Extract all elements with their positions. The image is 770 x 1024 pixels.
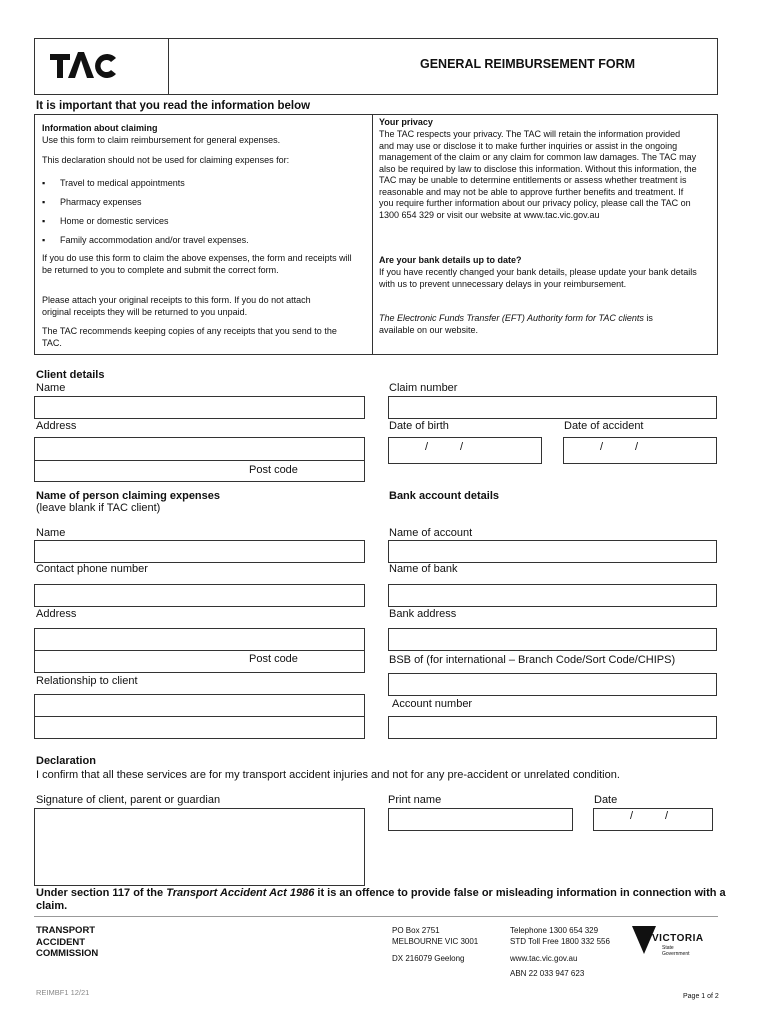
offence-warning (36, 887, 736, 913)
org-line1: TRANSPORT (36, 925, 96, 936)
dob-sep-2: / (460, 441, 464, 453)
signature-box[interactable] (34, 808, 365, 886)
claimant-name-label: Name (36, 527, 66, 539)
bullet-text: Family accommodation and/or travel expenses. (60, 235, 249, 245)
org-name (36, 925, 98, 960)
list-item: ▪ Home or domestic services (42, 216, 169, 226)
list-item: ▪ Travel to medical appointments (42, 178, 185, 188)
claiming-line2: This declaration should not be used for claiming expenses for: (42, 155, 290, 165)
bsb-input[interactable] (388, 673, 717, 696)
declaration-date-input[interactable] (593, 808, 713, 831)
privacy-text: The TAC respects your privacy. The TAC will retain the information provided and may use or disclose it to make further inquiries or assist in the ongoing management of the claim or any claim for common law damages. The TAC may also be required by law to disclose this information. Without this information, the TAC may be unable to determine entitlements or assess whether treatment is reasonable and may not be able to approve further benefits and treatment. If you require further information about our privacy policy, please call the TAC on 1300 654 329 or visit our website at www.tac.vic.gov.au (379, 129, 697, 220)
claimant-postcode-label: Post code (249, 653, 298, 665)
website-link[interactable]: www.tac.vic.gov.au (510, 954, 578, 963)
telephone: Telephone 1300 654 329 (510, 926, 599, 935)
contact-info (510, 925, 610, 979)
victoria-logo (632, 924, 722, 960)
declaration-title: Declaration (36, 755, 96, 767)
address-divider (34, 460, 365, 461)
client-postcode-label: Post code (249, 464, 298, 476)
print-name-input[interactable] (388, 808, 573, 831)
postal-address (392, 925, 478, 964)
footer-rule (34, 916, 718, 917)
claiming-line1: Use this form to claim reimbursement for general expenses. (42, 135, 281, 145)
bsb-label: BSB of (for international – Branch Code/Sort Code/CHIPS) (389, 654, 676, 666)
list-item: ▪ Pharmacy expenses (42, 197, 142, 207)
claim-number-label: Claim number (389, 382, 458, 394)
abn: ABN 22 033 947 623 (510, 969, 585, 978)
victoria-word: VICTORIA (652, 933, 704, 944)
signature-label: Signature of client, parent or guardian (36, 794, 221, 806)
claimant-subtitle: (leave blank if TAC client) (36, 502, 161, 514)
claimant-name-input[interactable] (34, 540, 365, 563)
account-name-label: Name of account (389, 527, 473, 539)
dob-sep-1: / (425, 441, 429, 453)
city: MELBOURNE VIC 3001 (392, 937, 479, 946)
victoria-sub1: State (662, 945, 674, 951)
declaration-text: I confirm that all these services are for my transport accident injuries and not for any pre-accident or unrelated condition. (36, 769, 620, 781)
page-number: Page 1 of 2 (683, 993, 719, 1000)
claim-number-input[interactable] (388, 396, 717, 419)
org-line3: COMMISSION (36, 948, 99, 959)
toll-free: STD Toll Free 1800 332 556 (510, 937, 610, 946)
bullet-text: Pharmacy expenses (60, 197, 142, 207)
warning-after: it is an offence to provide false or misleading information in connection with a claim. (36, 887, 726, 912)
warning-before: Under section 117 of the (36, 887, 167, 899)
eft-note (379, 313, 669, 336)
phone-label: Contact phone number (36, 563, 148, 575)
bank-name-input[interactable] (388, 584, 717, 607)
claimant-address-label: Address (36, 608, 77, 620)
bullet-text: Home or domestic services (60, 216, 169, 226)
claimant-title: Name of person claiming expenses (36, 490, 221, 502)
dob-label: Date of birth (389, 420, 449, 432)
account-number-input[interactable] (388, 716, 717, 739)
dob-input[interactable] (388, 437, 542, 464)
client-name-input[interactable] (34, 396, 365, 419)
client-section-title: Client details (36, 369, 105, 381)
decl-date-sep-2: / (665, 810, 669, 822)
eft-note-rest: is available on our website. (379, 313, 653, 335)
doa-label: Date of accident (564, 420, 644, 432)
victoria-sub2: Government (662, 951, 690, 957)
account-number-label: Account number (392, 698, 473, 710)
header-divider (168, 38, 169, 95)
date-label: Date (594, 794, 618, 806)
relationship-divider (34, 716, 365, 717)
bullet-text: Travel to medical appointments (60, 178, 185, 188)
bank-uptodate-text: If you have recently changed your bank details, please update your bank details with us to prevent unnecessary delays in your reimbursement. (379, 267, 697, 289)
claiming-para3: The TAC recommends keeping copies of any receipts that you send to the TAC. (42, 326, 337, 348)
info-divider (372, 114, 373, 355)
doa-sep-1: / (600, 441, 604, 453)
doa-sep-2: / (635, 441, 639, 453)
privacy-title: Your privacy (379, 117, 433, 127)
list-item: ▪ Family accommodation and/or travel expenses. (42, 235, 249, 245)
tac-logo (48, 46, 120, 84)
relationship-label: Relationship to client (36, 675, 138, 687)
bank-address-input[interactable] (388, 628, 717, 651)
print-name-label: Print name (388, 794, 442, 806)
bank-uptodate-title: Are your bank details up to date? (379, 255, 522, 265)
form-title: GENERAL REIMBURSEMENT FORM (420, 57, 636, 71)
claimant-address-divider (34, 650, 365, 651)
client-address-label: Address (36, 420, 77, 432)
doa-input[interactable] (563, 437, 717, 464)
org-line2: ACCIDENT (36, 936, 86, 948)
eft-form-name: The Electronic Funds Transfer (EFT) Authority form for TAC clients (379, 313, 644, 323)
bank-details-title: Bank account details (389, 490, 500, 502)
account-name-input[interactable] (388, 540, 717, 563)
bank-address-label: Bank address (389, 608, 457, 620)
form-code: REIMBF1 12/21 (36, 988, 90, 997)
po-box: PO Box 2751 (392, 926, 440, 935)
phone-input[interactable] (34, 584, 365, 607)
warning-act: Transport Accident Act 1986 (166, 887, 315, 899)
tac-logo-icon (48, 46, 120, 84)
bank-name-label: Name of bank (389, 563, 458, 575)
claiming-title: Information about claiming (42, 123, 158, 133)
client-name-label: Name (36, 382, 66, 394)
dx: DX 216079 Geelong (392, 954, 465, 963)
decl-date-sep-1: / (630, 810, 634, 822)
intro-heading: It is important that you read the information below (36, 100, 311, 112)
claiming-para2: Please attach your original receipts to this form. If you do not attach original receipts they will be returned to you unpaid. (42, 295, 311, 317)
claiming-para1: If you do use this form to claim the above expenses, the form and receipts will be returned to you to complete and submit the correct form. (42, 253, 352, 275)
